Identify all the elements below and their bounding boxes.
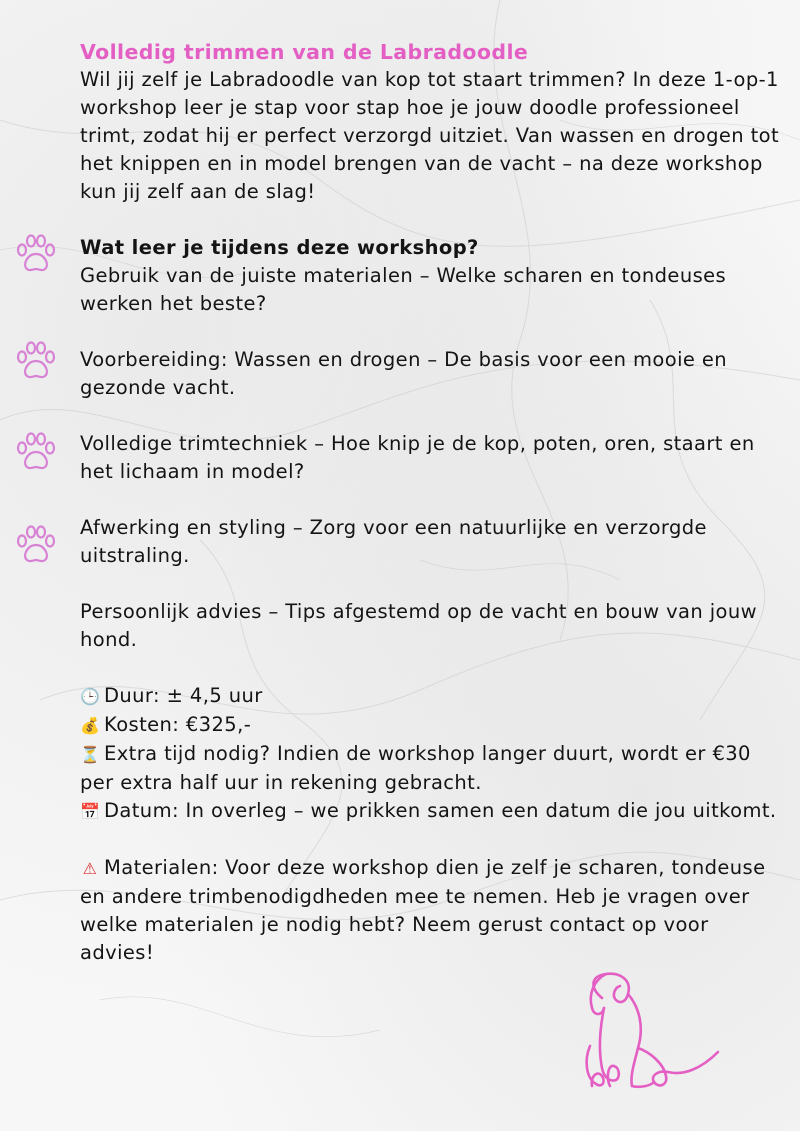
- learn-item: Voorbereiding: Wassen en drogen – De basis voor een mooie en gezonde vacht.: [80, 348, 728, 399]
- learn-item: Volledige trimtechniek – Hoe knip je de kop, poten, oren, staart en het lichaam in model?: [80, 432, 755, 483]
- money-bag-icon: 💰: [80, 716, 101, 735]
- paw-icon: [12, 521, 60, 569]
- learn-item: Persoonlijk advies – Tips afgestemd op de vacht en bouw van jouw hond.: [80, 600, 757, 651]
- details-section: [80, 682, 780, 826]
- dog-line-illustration: [580, 968, 730, 1098]
- calendar-icon: 📅: [80, 802, 101, 821]
- duration-text: Duur: ± 4,5 uur: [104, 684, 263, 707]
- warning-icon: ⚠: [82, 859, 98, 878]
- intro-text: Wil jij zelf je Labradoodle van kop tot staart trimmen? In deze 1-op-1 workshop leer je stap voor stap hoe je jouw doodle professioneel trimt, zodat hij er perfect verzorgd uitziet. Van wassen en drogen tot het knippen en in model brengen van de vacht – na deze workshop kun jij zelf aan de slag!: [80, 68, 780, 203]
- materials-line: [80, 854, 780, 967]
- cost-line: [80, 711, 780, 740]
- workshop-content: [80, 38, 780, 967]
- learn-section: [80, 234, 780, 654]
- date-line: [80, 797, 780, 826]
- learn-item: Afwerking en styling – Zorg voor een natuurlijke en verzorgde uitstraling.: [80, 516, 707, 567]
- extra-time-text: Extra tijd nodig? Indien de workshop langer duurt, wordt er €30 per extra half uur in rekening gebracht.: [80, 742, 751, 794]
- cost-text: Kosten: €325,-: [104, 713, 252, 736]
- learn-heading: Wat leer je tijdens deze workshop?: [80, 236, 479, 259]
- hourglass-icon: ⏳: [80, 745, 101, 764]
- page-title: Volledig trimmen van de Labradoodle: [80, 40, 529, 64]
- date-text: Datum: In overleg – we prikken samen een datum die jou uitkomt.: [104, 799, 777, 822]
- materials-text: Materialen: Voor deze workshop dien je zelf je scharen, tondeuse en andere trimbenodigdheden mee te nemen. Heb je vragen over welke materialen je nodig hebt? Neem gerust contact op voor advies!: [80, 856, 766, 964]
- paw-icon: [12, 428, 60, 476]
- extra-time-line: [80, 740, 780, 797]
- learn-item: Gebruik van de juiste materialen – Welke scharen en tondeuses werken het beste?: [80, 264, 727, 315]
- paw-icon: [12, 337, 60, 385]
- paw-icon: [12, 230, 60, 278]
- duration-line: [80, 682, 780, 711]
- clock-icon: 🕒: [80, 687, 101, 706]
